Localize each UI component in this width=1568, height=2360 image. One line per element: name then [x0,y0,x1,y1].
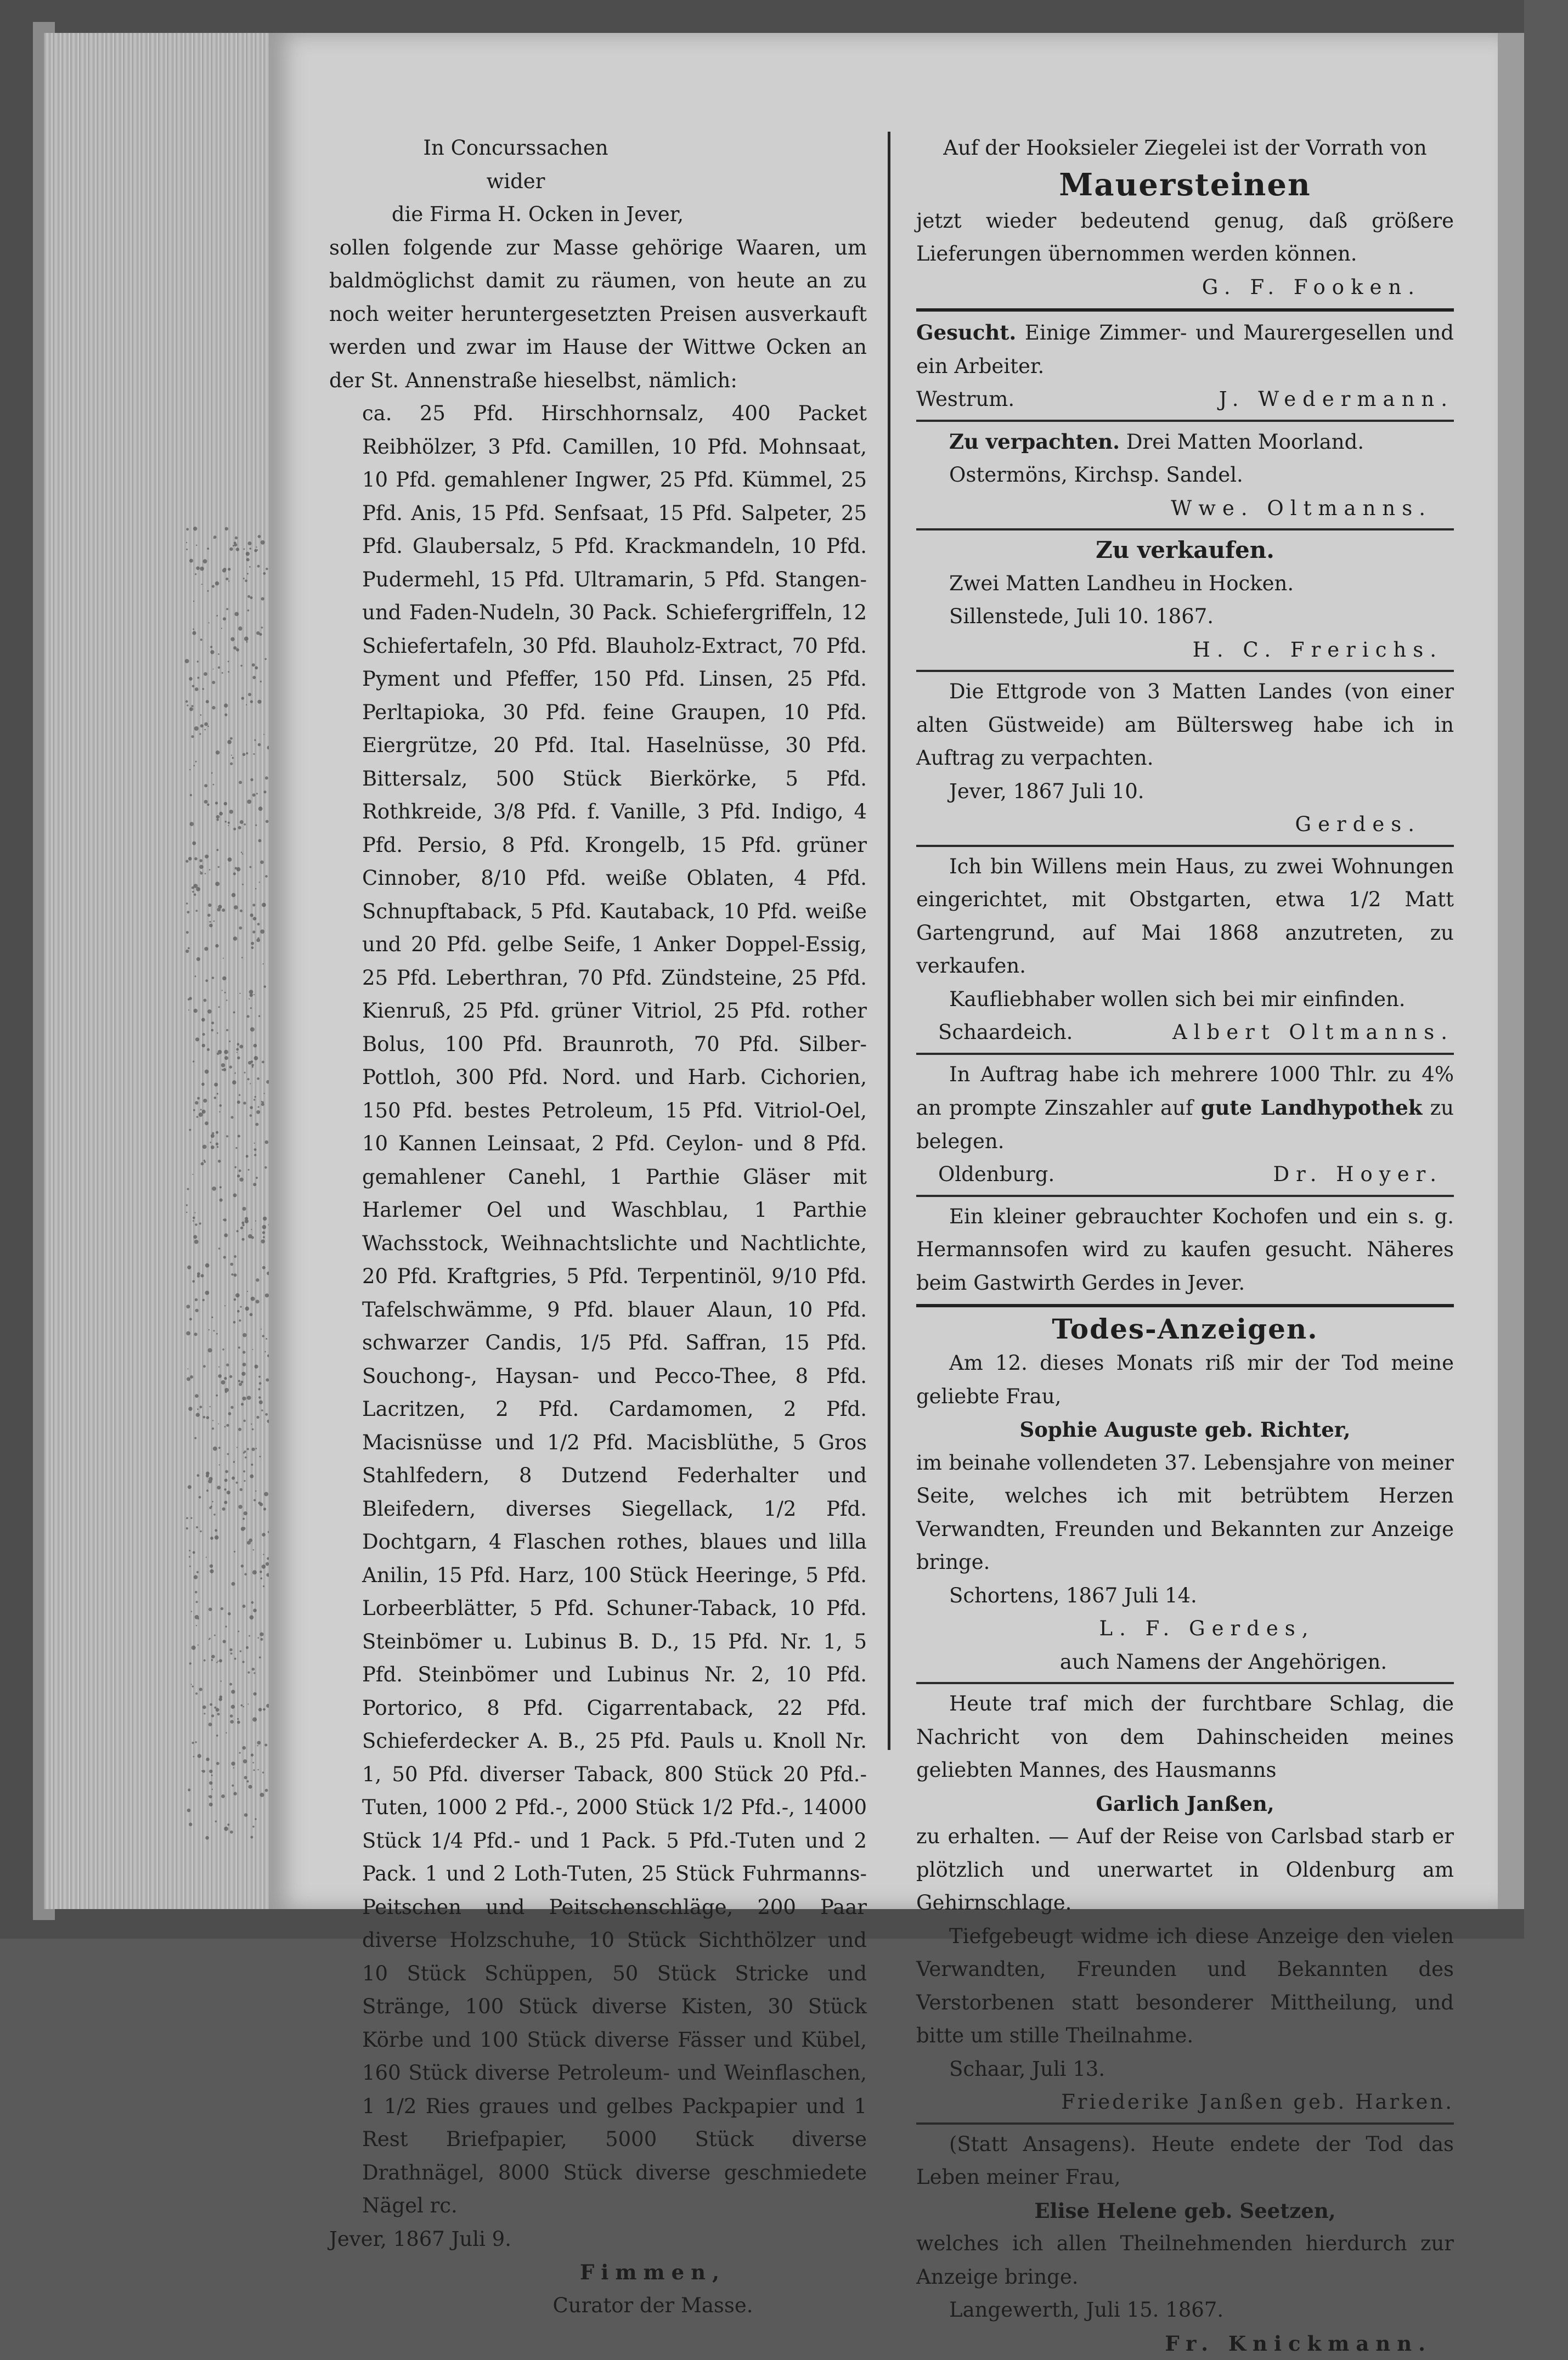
death2-name: Garlich Janßen, [916,1787,1454,1821]
death3-body1: (Statt Ansagens). Heute endete der Tod das Leben meiner Frau, [916,2128,1454,2194]
ad-haus [916,850,1454,1049]
ad-mauersteine-signature: G. F. Fooken. [916,271,1454,304]
death2-body1: Heute traf mich der furchtbare Schlag, die Nachricht von dem Dahinscheiden meines geliebten Mannes, des Hausmanns [916,1687,1454,1787]
ad-mauersteine [916,132,1454,304]
left-column [329,132,867,2322]
death3-date: Langewerth, Juli 15. 1867. [916,2294,1454,2327]
next-page-edge [1498,33,1524,1909]
death1-name: Sophie Auguste geb. Richter, [916,1413,1454,1447]
ad-haus-body2: Kaufliebhaber wollen sich bei mir einfinden. [916,983,1454,1017]
ad-haus-signature: Albert Oltmanns. [1172,1016,1454,1049]
divider-rule [916,1195,1454,1197]
death-notice-richter [916,1347,1454,1679]
ad-gesucht-footer [916,383,1454,416]
ad-verkaufen-heading: Zu verkaufen. [916,534,1454,567]
death-notices-heading: Todes-Anzeigen. [916,1312,1454,1347]
concurs-title-line1: In Concurssachen [329,132,867,165]
concurs-title-line3: die Firma H. Ocken in Jever, [329,198,867,232]
death2-body2: zu erhalten. — Auf der Reise von Carlsbad starb er plötzlich und unerwartet in Oldenburg am Gehirnschlage. [916,1820,1454,1920]
divider-rule [916,2122,1454,2125]
ad-mauersteine-heading: Mauersteinen [916,165,1454,205]
death1-signature2: auch Namens der Angehörigen. [916,1646,1454,1679]
concurs-item-list: ca. 25 Pfd. Hirschhornsalz, 400 Packet Reibhölzer, 3 Pfd. Camillen, 10 Pfd. Mohnsaat, 10 Pfd. gemahlener Ingwer, 25 Pfd. Kümmel, 25 Pfd. Anis, 15 Pfd. Senfsaat, 15 Pfd. Salpeter, 25 Pfd. Glaubersalz, 5 Pfd. Krackmandeln, 10 Pfd. Pudermehl, 15 Pfd. Ultramarin, 5 Pfd. Stangen- und Faden-Nudeln, 30 Pack. Schiefergriffeln, 12 Schiefertafeln, 30 Pfd. Blauholz-Extract, 70 Pfd. Pyment und Pfeffer, 150 Pfd. Linsen, 25 Pfd. Perltapioka, 30 Pfd. feine Graupen, 10 Pfd. Eiergrütze, 20 Pfd. Ital. Haselnüsse, 30 Pfd. Bittersalz, 500 Stück Bierkörke, 5 Pfd. Rothkreide, 3/8 Pfd. f. Vanille, 3 Pfd. Indigo, 4 Pfd. Persio, 8 Pfd. Krongelb, 15 Pfd. grüner Cinnober, 8/10 Pfd. weiße Oblaten, 4 Pfd. Schnupftaback, 5 Pfd. Kautaback, 10 Pfd. weiße und 20 Pfd. gelbe Seife, 1 Anker Doppel-Essig, 25 Pfd. Leberthran, 70 Pfd. Zündsteine, 25 Pfd. Kienruß, 25 Pfd. grüner Vitriol, 25 Pfd. rother Bolus, 100 Pfd. Braunroth, 70 Pfd. Silber-Pottloh, 300 Pfd. Nord. und Harb. Cichorien, 150 Pfd. bestes Petroleum, 15 Pfd. Vitriol-Oel, 10 Kannen Leinsaat, 2 Pfd. Ceylon- und 8 Pfd. gemahlener Canehl, 1 Parthie Gläser mit Harlemer Oel und Waschblau, 1 Parthie Wachsstock, Weihnachtslichte und Nachtlichte, 20 Pfd. Kraftgries, 5 Pfd. Terpentinöl, 9/10 Pfd. Tafelschwämme, 9 Pfd. blauer Alaun, 10 Pfd. schwarzer Candis, 1/5 Pfd. Saffran, 15 Pfd. Souchong-, Haysan- und Pecco-Thee, 8 Pfd. Lacritzen, 2 Pfd. Cardamomen, 2 Pfd. Macisnüsse und 1/2 Pfd. Macisblüthe, 5 Gros Stahlfedern, 8 Dutzend Federhalter und Bleifedern, diverses Siegellack, 1/2 Pfd. Dochtgarn, 4 Flaschen rothes, blaues und lilla Anilin, 15 Pfd. Harz, 100 Stück Heeringe, 5 Pfd. Lorbeerblätter, 5 Pfd. Schuner-Taback, 10 Pfd. Steinbömer u. Lubinus B. D., 15 Pfd. Nr. 1, 5 Pfd. Steinbömer und Lubinus Nr. 2, 10 Pfd. Portorico, 8 Pfd. Cigarrentaback, 22 Pfd. Schieferdecker A. B., 25 Pfd. Pauls u. Knoll Nr. 1, 50 Pfd. diverser Taback, 800 Stück 20 Pfd.-Tuten, 1000 2 Pfd.-, 2000 Stück 1/2 Pfd.-, 14000 Stück 1/4 Pfd.- und 1 Pack. 5 Pfd.-Tuten und 2 Pack. 1 und 2 Loth-Tuten, 25 Stück Fuhrmanns-Peitschen und Peitschenschläge, 200 Paar diverse Holzschuhe, 10 Stück Sichthölzer und 10 Stück Schüppen, 50 Stück Stricke und Stränge, 100 Stück diverse Kisten, 30 Stück Körbe und 100 Stück diverse Fässer und Kübel, 160 Stück diverse Petroleum- und Weinflaschen, 1 1/2 Ries graues und gelbes Packpapier und 1 Rest Briefpapier, 5000 Stück diverse Drathnägel, 8000 Stück diverse geschmiedete Nägel rc. [329,397,867,2223]
divider-rule [916,1304,1454,1307]
ad-ettgrode-signature: Gerdes. [916,808,1454,842]
divider-rule [916,308,1454,312]
ad-hypothek-footer [916,1158,1454,1192]
ad-hypothek-bold: gute Landhypothek [1201,1096,1423,1120]
divider-rule [916,1682,1454,1684]
ad-mauersteine-line1: Auf der Hooksieler Ziegelei ist der Vorrath von [916,132,1454,165]
ad-hypothek-body-end: zu belegen. [916,1096,1454,1153]
death1-signature: L. F. Gerdes, [916,1612,1454,1646]
divider-rule [916,420,1454,422]
death-notice-knickmann [916,2128,1454,2360]
ad-mauersteine-body: jetzt wieder bedeutend genug, daß größere Lieferungen übernommen werden können. [916,205,1454,271]
ad-verpachten-place: Ostermöns, Kirchsp. Sandel. [916,459,1454,492]
ad-ettgrode [916,675,1454,842]
ad-kochofen-body: Ein kleiner gebrauchter Kochofen und ein s. g. Hermannsofen wird zu kaufen gesucht. Näheres beim Gastwirth Gerdes in Jever. [916,1200,1454,1300]
ad-hypothek-body-start: In Auftrag habe ich mehrere 1000 Thlr. zu 4% an prompte Zinszahler auf [916,1063,1454,1120]
ad-ettgrode-body: Die Ettgrode von 3 Matten Landes (von einer alten Güstweide) am Bültersweg habe ich in Auftrag zu verpachten. [916,675,1454,775]
book-page-edges [44,33,269,1909]
death1-body2: im beinahe vollendeten 37. Lebensjahre von meiner Seite, welches ich mit betrübtem Herzen Verwandten, Freunden und Bekannten zur Anzeige bringe. [916,1447,1454,1579]
ad-gesucht-body: Einige Zimmer- und Maurergesellen und ein Arbeiter. [916,321,1454,378]
divider-rule [916,845,1454,847]
death3-signature: Fr. Knickmann. [916,2327,1454,2360]
ad-haus-footer [916,1016,1454,1049]
concurs-title-line2: wider [329,165,867,199]
divider-rule [916,528,1454,530]
ad-verpachten-lead: Zu verpachten. [949,430,1120,454]
ad-verkaufen-signature: H. C. Frerichs. [916,634,1454,667]
ad-hypothek [916,1058,1454,1192]
death3-body2: welches ich allen Theilnehmenden hierdurch zur Anzeige bringe. [916,2227,1454,2294]
ad-hypothek-signature: Dr. Hoyer. [1273,1158,1443,1192]
ad-verpachten [916,425,1454,526]
concurs-signature-role: Curator der Masse. [329,2289,867,2323]
concurs-date: Jever, 1867 Juli 9. [329,2223,867,2256]
ad-haus-place: Schaardeich. [938,1016,1073,1049]
death1-date: Schortens, 1867 Juli 14. [916,1579,1454,1613]
death3-name: Elise Helene geb. Seetzen, [916,2194,1454,2228]
ad-gesucht [916,316,1454,416]
ad-hypothek-place: Oldenburg. [938,1158,1054,1192]
ad-verkaufen [916,534,1454,667]
death-notice-janssen [916,1687,1454,2119]
ad-gesucht-signature: J. Wedermann. [1219,383,1454,416]
ad-verkaufen-date: Sillenstede, Juli 10. 1867. [916,600,1454,634]
divider-rule [916,670,1454,672]
death1-body1: Am 12. dieses Monats riß mir der Tod meine geliebte Frau, [916,1347,1454,1413]
ad-verpachten-body: Drei Matten Moorland. [1120,430,1364,454]
concurs-intro: sollen folgende zur Masse gehörige Waaren, um baldmöglichst damit zu räumen, von heute an zu noch weiter heruntergesetzten Preisen ausverkauft werden und zwar im Hause der Wittwe Ocken an der St. Annenstraße hieselbst, nämlich: [329,232,867,398]
death2-date: Schaar, Juli 13. [916,2053,1454,2086]
ad-ettgrode-date: Jever, 1867 Juli 10. [916,775,1454,809]
column-divider [888,132,890,1750]
death2-body3: Tiefgebeugt widme ich diese Anzeige den vielen Verwandten, Freunden und Bekannten des Verstorbenen statt besonderer Mittheilung, und bitte um stille Theilnahme. [916,1920,1454,2053]
ad-gesucht-lead: Gesucht. [916,320,1016,345]
ad-gesucht-place: Westrum. [916,383,1014,416]
ad-haus-body: Ich bin Willens mein Haus, zu zwei Wohnungen eingerichtet, mit Obstgarten, etwa 1/2 Matt Gartengrund, auf Mai 1868 anzutreten, zu verkaufen. [916,850,1454,983]
concurs-signature: Fimmen, [329,2256,867,2289]
ad-verpachten-signature: Wwe. Oltmanns. [916,492,1454,526]
divider-rule [916,1053,1454,1055]
right-column [916,132,1454,2360]
ad-verkaufen-body: Zwei Matten Landheu in Hocken. [916,567,1454,601]
death2-signature: Friederike Janßen geb. Harken. [916,2086,1454,2119]
ad-kochofen [916,1200,1454,1300]
